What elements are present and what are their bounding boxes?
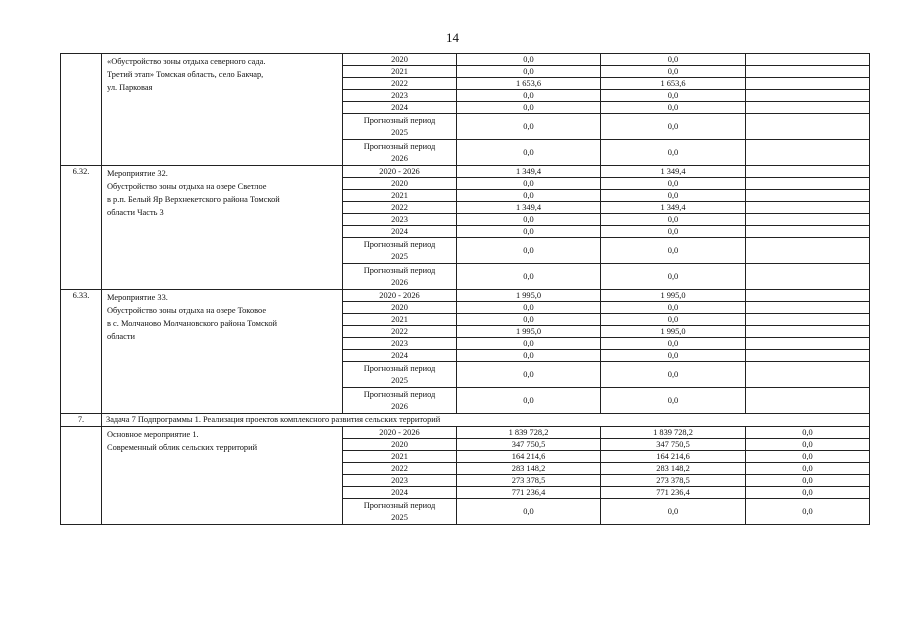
amount-cell-v2: 1 839 728,2	[601, 427, 746, 439]
amount-cell-v3: 0,0	[746, 475, 870, 487]
amount-cell-v2: 0,0	[601, 314, 746, 326]
amount-cell-v1: 0,0	[457, 66, 601, 78]
amount-cell-v2: 0,0	[601, 114, 746, 140]
period-line: 2021	[391, 314, 408, 324]
amount-cell-v2: 0,0	[601, 499, 746, 525]
amount-cell-v3: 0,0	[746, 499, 870, 525]
period-line: 2020 - 2026	[379, 166, 420, 176]
period-cell	[343, 362, 457, 388]
amount-cell-v2: 283 148,2	[601, 463, 746, 475]
amount-cell-v2: 164 214,6	[601, 451, 746, 463]
period-cell	[343, 388, 457, 414]
amount-cell-v2: 0,0	[601, 264, 746, 290]
amount-cell-v2: 0,0	[601, 388, 746, 414]
period-cell	[343, 451, 457, 463]
item-description	[102, 54, 343, 166]
period-line: 2024	[391, 102, 408, 112]
amount-cell-v1: 1 349,4	[457, 166, 601, 178]
period-cell	[343, 78, 457, 90]
amount-cell-v3	[746, 190, 870, 202]
period-cell	[343, 102, 457, 114]
task-title: Задача 7 Подпрограммы 1. Реализация проектов комплексного развития сельских территорий	[102, 414, 870, 427]
period-line: 2020 - 2026	[379, 427, 420, 437]
amount-cell-v1: 0,0	[457, 190, 601, 202]
amount-cell-v2: 0,0	[601, 302, 746, 314]
period-cell	[343, 475, 457, 487]
amount-cell-v3	[746, 102, 870, 114]
amount-cell-v1: 0,0	[457, 388, 601, 414]
amount-cell-v1: 0,0	[457, 302, 601, 314]
amount-cell-v3: 0,0	[746, 463, 870, 475]
period-line: 2023	[391, 90, 408, 100]
period-line: 2023	[391, 214, 408, 224]
amount-cell-v3	[746, 388, 870, 414]
description-line: ул. Парковая	[107, 83, 153, 92]
period-line: 2025	[391, 251, 408, 261]
amount-cell-v3	[746, 350, 870, 362]
page-number: 14	[446, 30, 459, 45]
amount-cell-v1: 1 349,4	[457, 202, 601, 214]
table-row	[61, 166, 870, 178]
period-line: 2024	[391, 487, 408, 497]
amount-cell-v3	[746, 338, 870, 350]
description-line: области Часть 3	[107, 208, 164, 217]
period-cell	[343, 178, 457, 190]
period-cell	[343, 314, 457, 326]
period-line: 2023	[391, 338, 408, 348]
amount-cell-v3	[746, 290, 870, 302]
period-cell	[343, 302, 457, 314]
description-line: Современный облик сельских территорий	[107, 443, 258, 452]
amount-cell-v2: 0,0	[601, 362, 746, 388]
amount-cell-v2: 0,0	[601, 338, 746, 350]
task-number: 7.	[61, 414, 102, 427]
period-line: 2020	[391, 178, 408, 188]
period-cell	[343, 54, 457, 66]
period-line: 2025	[391, 512, 408, 522]
period-cell	[343, 166, 457, 178]
amount-cell-v3	[746, 78, 870, 90]
description-line: Обустройство зоны отдыха на озере Токовое	[107, 306, 267, 315]
amount-cell-v2: 0,0	[601, 54, 746, 66]
amount-cell-v3	[746, 202, 870, 214]
amount-cell-v1: 771 236,4	[457, 487, 601, 499]
period-cell	[343, 487, 457, 499]
amount-cell-v3	[746, 214, 870, 226]
amount-cell-v1: 0,0	[457, 178, 601, 190]
description-line: Основное мероприятие 1.	[107, 430, 199, 439]
amount-cell-v1: 0,0	[457, 114, 601, 140]
amount-cell-v1: 0,0	[457, 54, 601, 66]
amount-cell-v3	[746, 226, 870, 238]
amount-cell-v2: 0,0	[601, 66, 746, 78]
table-row	[61, 427, 870, 439]
period-line: Прогнозный период	[363, 116, 436, 125]
amount-cell-v3	[746, 90, 870, 102]
amount-cell-v1: 0,0	[457, 264, 601, 290]
period-cell	[343, 214, 457, 226]
period-line: 2022	[391, 463, 408, 473]
amount-cell-v2: 0,0	[601, 238, 746, 264]
period-cell	[343, 264, 457, 290]
period-cell	[343, 90, 457, 102]
amount-cell-v3	[746, 54, 870, 66]
period-line: 2025	[391, 127, 408, 137]
amount-cell-v1: 0,0	[457, 362, 601, 388]
description-line: Мероприятие 32.	[107, 169, 168, 178]
period-cell	[343, 202, 457, 214]
item-description	[102, 427, 343, 525]
amount-cell-v3	[746, 264, 870, 290]
period-line: 2020	[391, 302, 408, 312]
amount-cell-v1: 0,0	[457, 350, 601, 362]
period-line: 2026	[391, 153, 408, 163]
period-cell	[343, 463, 457, 475]
period-line: 2022	[391, 78, 408, 88]
period-line: 2025	[391, 375, 408, 385]
amount-cell-v3	[746, 140, 870, 166]
period-cell	[343, 427, 457, 439]
amount-cell-v1: 1 839 728,2	[457, 427, 601, 439]
description-line: в р.п. Белый Яр Верхнекетского района Томской	[107, 195, 280, 204]
period-cell	[343, 499, 457, 525]
amount-cell-v1: 1 995,0	[457, 290, 601, 302]
period-cell	[343, 66, 457, 78]
amount-cell-v3	[746, 178, 870, 190]
amount-cell-v1: 0,0	[457, 102, 601, 114]
amount-cell-v2: 0,0	[601, 190, 746, 202]
amount-cell-v2: 1 349,4	[601, 166, 746, 178]
period-line: 2020 - 2026	[379, 290, 420, 300]
period-line: 2026	[391, 401, 408, 411]
item-description	[102, 290, 343, 414]
period-cell	[343, 226, 457, 238]
item-number: 6.33.	[61, 290, 102, 414]
period-line: 2020	[391, 439, 408, 449]
period-line: 2020	[391, 54, 408, 64]
amount-cell-v1: 0,0	[457, 238, 601, 264]
period-cell	[343, 238, 457, 264]
period-line: 2024	[391, 350, 408, 360]
amount-cell-v2: 0,0	[601, 350, 746, 362]
amount-cell-v1: 0,0	[457, 499, 601, 525]
amount-cell-v3	[746, 238, 870, 264]
period-cell	[343, 190, 457, 202]
description-line: «Обустройство зоны отдыха северного сада.	[107, 57, 266, 66]
amount-cell-v1: 283 148,2	[457, 463, 601, 475]
period-line: 2021	[391, 66, 408, 76]
amount-cell-v1: 1 995,0	[457, 326, 601, 338]
item-number	[61, 427, 102, 525]
period-line: Прогнозный период	[363, 266, 436, 275]
amount-cell-v3: 0,0	[746, 427, 870, 439]
period-line: Прогнозный период	[363, 240, 436, 249]
period-cell	[343, 140, 457, 166]
amount-cell-v3	[746, 166, 870, 178]
period-line: 2022	[391, 326, 408, 336]
amount-cell-v1: 0,0	[457, 314, 601, 326]
item-number: 6.32.	[61, 166, 102, 290]
period-line: Прогнозный период	[363, 501, 436, 510]
amount-cell-v2: 1 653,6	[601, 78, 746, 90]
description-line: в с. Молчаново Молчановского района Томской	[107, 319, 277, 328]
amount-cell-v3: 0,0	[746, 439, 870, 451]
amount-cell-v1: 0,0	[457, 140, 601, 166]
amount-cell-v2: 347 750,5	[601, 439, 746, 451]
amount-cell-v3	[746, 66, 870, 78]
period-cell	[343, 114, 457, 140]
amount-cell-v1: 0,0	[457, 90, 601, 102]
table-row	[61, 290, 870, 302]
item-number	[61, 54, 102, 166]
amount-cell-v1: 1 653,6	[457, 78, 601, 90]
amount-cell-v2: 771 236,4	[601, 487, 746, 499]
description-line: Обустройство зоны отдыха на озере Светлое	[107, 182, 267, 191]
amount-cell-v2: 1 995,0	[601, 326, 746, 338]
item-description	[102, 166, 343, 290]
amount-cell-v2: 0,0	[601, 140, 746, 166]
period-line: Прогнозный период	[363, 364, 436, 373]
amount-cell-v2: 273 378,5	[601, 475, 746, 487]
amount-cell-v2: 0,0	[601, 214, 746, 226]
amount-cell-v3: 0,0	[746, 487, 870, 499]
period-line: 2021	[391, 190, 408, 200]
amount-cell-v1: 273 378,5	[457, 475, 601, 487]
period-line: Прогнозный период	[363, 142, 436, 151]
period-cell	[343, 350, 457, 362]
period-line: 2023	[391, 475, 408, 485]
period-cell	[343, 290, 457, 302]
amount-cell-v1: 347 750,5	[457, 439, 601, 451]
amount-cell-v2: 0,0	[601, 90, 746, 102]
period-cell	[343, 326, 457, 338]
table-row	[61, 54, 870, 66]
period-cell	[343, 338, 457, 350]
amount-cell-v3	[746, 314, 870, 326]
amount-cell-v2: 1 349,4	[601, 202, 746, 214]
amount-cell-v1: 0,0	[457, 226, 601, 238]
amount-cell-v3	[746, 326, 870, 338]
amount-cell-v2: 1 995,0	[601, 290, 746, 302]
period-line: 2022	[391, 202, 408, 212]
task-row	[61, 414, 870, 427]
period-line: Прогнозный период	[363, 390, 436, 399]
amount-cell-v3	[746, 302, 870, 314]
amount-cell-v1: 0,0	[457, 338, 601, 350]
period-line: 2026	[391, 277, 408, 287]
amount-cell-v3	[746, 362, 870, 388]
amount-cell-v3: 0,0	[746, 451, 870, 463]
amount-cell-v1: 164 214,6	[457, 451, 601, 463]
description-line: области	[107, 332, 135, 341]
budget-table	[60, 53, 870, 525]
amount-cell-v1: 0,0	[457, 214, 601, 226]
amount-cell-v2: 0,0	[601, 102, 746, 114]
amount-cell-v3	[746, 114, 870, 140]
amount-cell-v2: 0,0	[601, 226, 746, 238]
description-line: Третий этап» Томская область, село Бакчар,	[107, 70, 264, 79]
amount-cell-v2: 0,0	[601, 178, 746, 190]
period-line: 2024	[391, 226, 408, 236]
period-line: 2021	[391, 451, 408, 461]
period-cell	[343, 439, 457, 451]
description-line: Мероприятие 33.	[107, 293, 168, 302]
